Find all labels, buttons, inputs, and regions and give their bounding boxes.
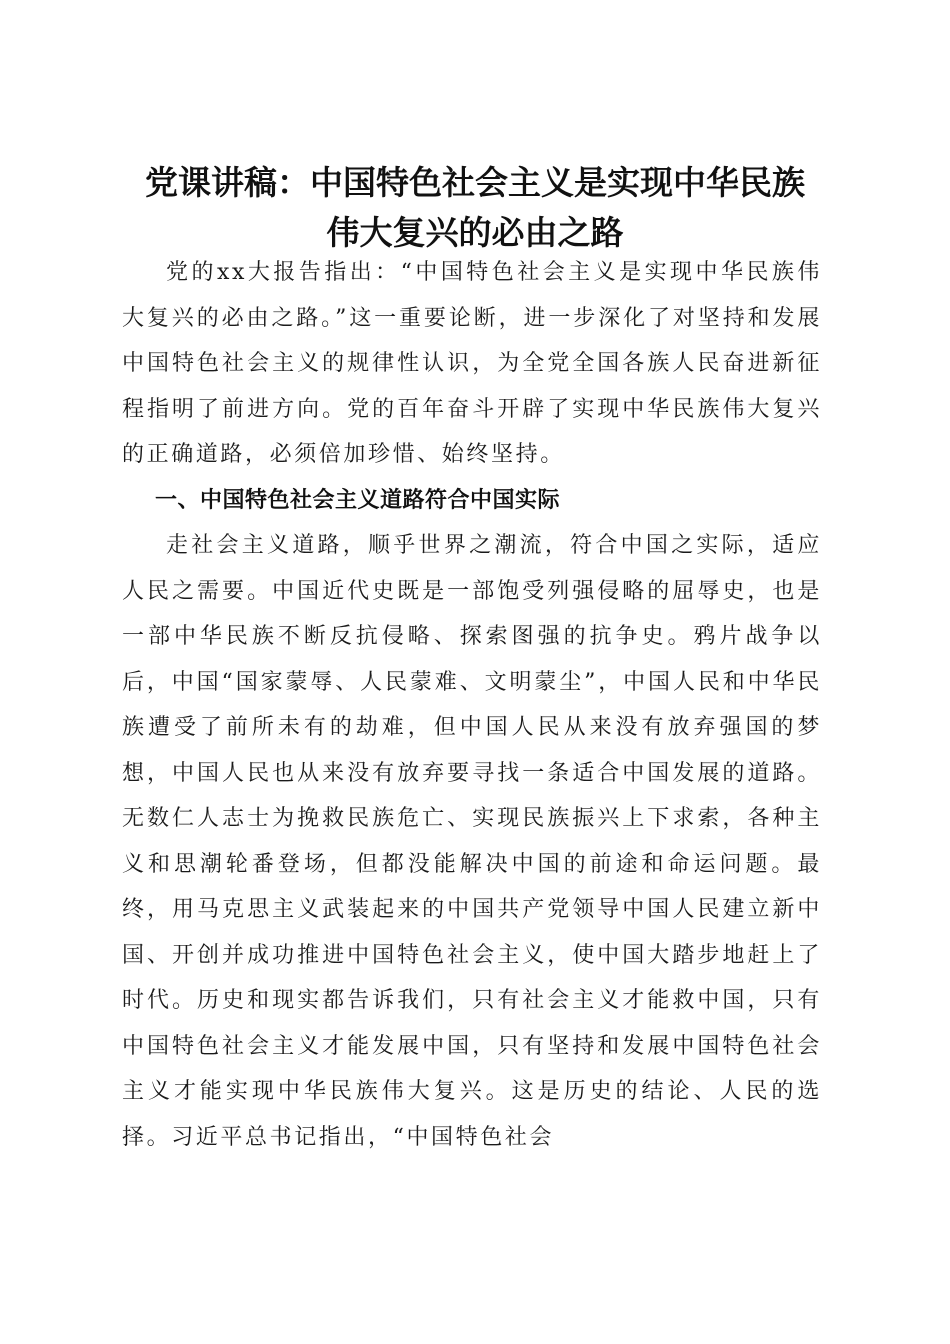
document-body [122, 250, 822, 1160]
document-title [110, 158, 840, 258]
title-line-2: 伟大复兴的必由之路 [326, 213, 624, 253]
paragraph-intro: 党的xx大报告指出：“中国特色社会主义是实现中华民族伟大复兴的必由之路。”这一重要论断，进一步深化了对坚持和发展中国特色社会主义的规律性认识，为全党全国各族人民奋进新征程指明了前进方向。党的百年奋斗开辟了实现中华民族伟大复兴的正确道路，必须倍加珍惜、始终坚持。 [122, 260, 822, 467]
title-line-1: 党课讲稿：中国特色社会主义是实现中华民族 [145, 163, 805, 203]
section-heading-1: 一、中国特色社会主义道路符合中国实际 [155, 487, 561, 513]
paragraph-section-1: 走社会主义道路，顺乎世界之潮流，符合中国之实际，适应人民之需要。中国近代史既是一部饱受列强侵略的屈辱史，也是一部中华民族不断反抗侵略、探索图强的抗争史。鸦片战争以后，中国“国家蒙辱、人民蒙难、文明蒙尘”，中国人民和中华民族遭受了前所未有的劫难，但中国人民从来没有放弃强国的梦想，中国人民也从来没有放弃要寻找一条适合中国发展的道路。无数仁人志士为挽救民族危亡、实现民族振兴上下求索，各种主义和思潮轮番登场，但都没能解决中国的前途和命运问题。最终，用马克思主义武装起来的中国共产党领导中国人民建立新中国、开创并成功推进中国特色社会主义，使中国大踏步地赶上了时代。历史和现实都告诉我们，只有社会主义才能救中国，只有中国特色社会主义才能发展中国，只有坚持和发展中国特色社会主义才能实现中华民族伟大复兴。这是历史的结论、人民的选择。习近平总书记指出，“中国特色社会 [122, 533, 822, 1150]
